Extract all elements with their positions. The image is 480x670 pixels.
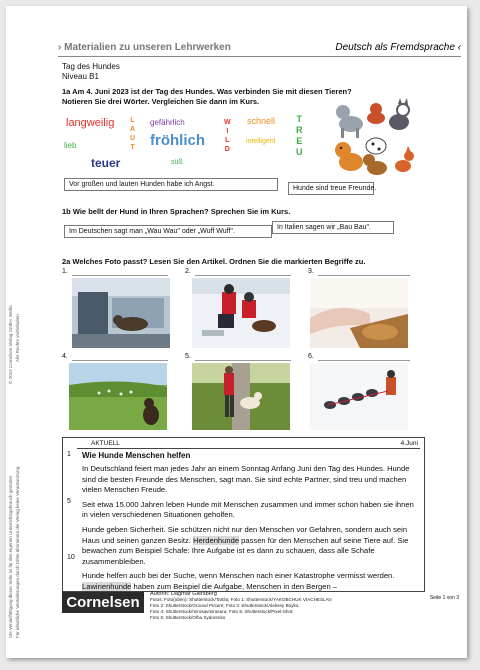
- photo-number-6: 6.: [308, 353, 314, 360]
- dog-brown-icon: [363, 154, 387, 175]
- article-label: AKTUELL: [91, 440, 120, 447]
- article-paragraph-1: In Deutschland feiert man jedes Jahr an einem Sonntag Anfang Juni den Tag des Hundes. Hunde sind die besten Freunde des Menschen, sagt man. Sie sind echte Partner, sind treu und machen vielen Menschen Freude.: [82, 464, 410, 495]
- sled-dogs-photo: [310, 363, 408, 430]
- article-date: 4.Juni: [400, 440, 418, 447]
- series-title: › Materialien zu unseren Lehrwerken: [58, 42, 231, 53]
- answer-line-6[interactable]: [318, 360, 410, 361]
- article-title: Wie Hunde Menschen helfen: [82, 451, 191, 460]
- word-wild: W I L D: [224, 119, 231, 153]
- sidebar-rights: Alle Rechte vorbehalten: [15, 314, 20, 362]
- task-1a: 1a Am 4. Juni 2023 ist der Tag des Hundes. Was verbinden Sie mit diesen Tieren? Notieren Sie drei Wörter. Vergleichen Sie dann im Kurs.: [62, 87, 352, 106]
- therapy-dog-photo: [310, 278, 408, 348]
- word-gefaehrlich: gefährlich: [150, 118, 185, 127]
- dog-husky-icon: [389, 98, 409, 130]
- word-teuer: teuer: [91, 156, 121, 170]
- highlight-lawinenhunde[interactable]: Lawinenhunde: [82, 581, 132, 591]
- word-lieb: lieb: [64, 141, 77, 150]
- author-line: Autorin: Dagmar Giersberg: [150, 591, 217, 597]
- answer-line-4[interactable]: [72, 360, 168, 361]
- dog-dalmatian-icon: [366, 138, 386, 154]
- worksheet-page: [6, 6, 467, 658]
- line-number-1: 1: [67, 451, 71, 458]
- word-froehlich: fröhlich: [150, 132, 205, 149]
- sidebar-copyright: © 2023 Cornelsen Verlag GmbH, Berlin: [8, 305, 13, 384]
- subject-title: Deutsch als Fremdsprache ‹: [335, 42, 461, 53]
- article-paragraph-2: Seit etwa 15.000 Jahren leben Hunde mit Menschen zusammen und immer schon haben sie ihnen in vielen verschiedenen Situationen geholfen.: [82, 499, 414, 520]
- task-2a: 2a Welches Foto passt? Lesen Sie den Artikel. Ordnen Sie die markierten Begriffe zu.: [62, 257, 366, 266]
- newspaper-article: [62, 437, 425, 592]
- photo-number-2: 2.: [185, 268, 191, 275]
- header-divider: [58, 56, 461, 57]
- speech-bubble-italian: In Italien sagen wir „Bau Bau".: [272, 221, 394, 234]
- word-treu: T R E U: [296, 114, 303, 157]
- article-paragraph-4: Hunde helfen auch bei der Suche, wenn Menschen nach einer Katastrophe vermisst werden. Lawinenhunde haben zum Beispiel die Aufgabe, Menschen in den Bergen –: [82, 571, 395, 591]
- footer-credits: Autorin: Dagmar Giersberg Fotos: Foto(oben): Shutterstock/Tartila; Foto 1: Shutterstock/YAKOBCHUK VIACHESLAV; Foto 2: Shutterstock/Ground Picture; Foto 3: Shutterstock/Aleksey Boyko; Foto 4: Shutterstock/mirosavmirasura; Foto 5: Shutterstock/Pixel-Shot; Foto 6: Shutterstock/Olha Sydorenko: [150, 591, 333, 620]
- answer-line-1[interactable]: [72, 275, 168, 276]
- highlight-herdenhunde[interactable]: Herdenhunde: [193, 535, 240, 545]
- word-suess: süß: [171, 159, 183, 166]
- word-intelligent: intelligent: [246, 138, 276, 145]
- word-langweilig: langweilig: [66, 117, 115, 129]
- article-divider: [77, 448, 420, 449]
- answer-line-3[interactable]: [318, 275, 410, 276]
- dog-small-icon: [395, 146, 414, 172]
- answer-line-5[interactable]: [195, 360, 291, 361]
- photo-number-3: 3.: [308, 268, 314, 275]
- sidebar-permission: Die Vervielfältigung dieser Seite ist für den eigenen Unterrichtsgebrauch gestattet.: [8, 474, 13, 638]
- dog-orange-icon: [335, 142, 363, 171]
- photo-number-5: 5.: [185, 353, 191, 360]
- guide-dog-photo: [192, 363, 290, 430]
- photo-number-4: 4.: [62, 353, 68, 360]
- photo-number-1: 1.: [62, 268, 68, 275]
- page-number: Seite 1 von 3: [429, 595, 459, 601]
- line-number-5: 5: [67, 498, 71, 505]
- word-schnell: schnell: [247, 116, 276, 126]
- cornelsen-logo: Cornelsen: [62, 592, 144, 613]
- answer-line-2[interactable]: [195, 275, 291, 276]
- line-number-10: 10: [67, 554, 75, 561]
- article-paragraph-3: Hunde geben Sicherheit. Sie schützen nicht nur den Menschen vor Gefahren, sondern auch sein Haus und seinen ganzen Besitz. Herdenhunde passen für den Menschen auf seine Tiere auf. Sie bewachen zum Beispiel Schafe: Ihre Aufgabe ist es dann zu schauen, dass alle Schafe zusammenbleiben.: [82, 524, 409, 566]
- dog-grey-icon: [336, 105, 363, 138]
- task-1b: 1b Wie bellt der Hund in Ihren Sprachen? Sprechen Sie im Kurs.: [62, 207, 291, 216]
- sidebar-liability: Für inhaltliche Veränderungen durch Dritte übernimmt der Verlag keine Verantwortung.: [15, 465, 20, 638]
- avalanche-rescue-photo: [192, 278, 290, 348]
- worksheet-title: Tag des Hundes: [62, 62, 120, 71]
- word-laut: L A U T: [130, 117, 136, 151]
- speech-bubble-fear: Vor großen und lauten Hunden habe ich Angst.: [64, 178, 278, 191]
- dog-red-icon: [367, 103, 385, 124]
- worksheet-level: Niveau B1: [62, 72, 99, 81]
- dogs-illustration: [329, 96, 417, 184]
- herding-dog-photo: [69, 363, 167, 430]
- police-dog-car-photo: [72, 278, 170, 348]
- speech-bubble-german: Im Deutschen sagt man „Wau Wau" oder „Wuff Wuff".: [64, 225, 272, 238]
- article-body: [82, 464, 418, 597]
- speech-bubble-friends: Hunde sind treue Freunde.: [288, 182, 374, 195]
